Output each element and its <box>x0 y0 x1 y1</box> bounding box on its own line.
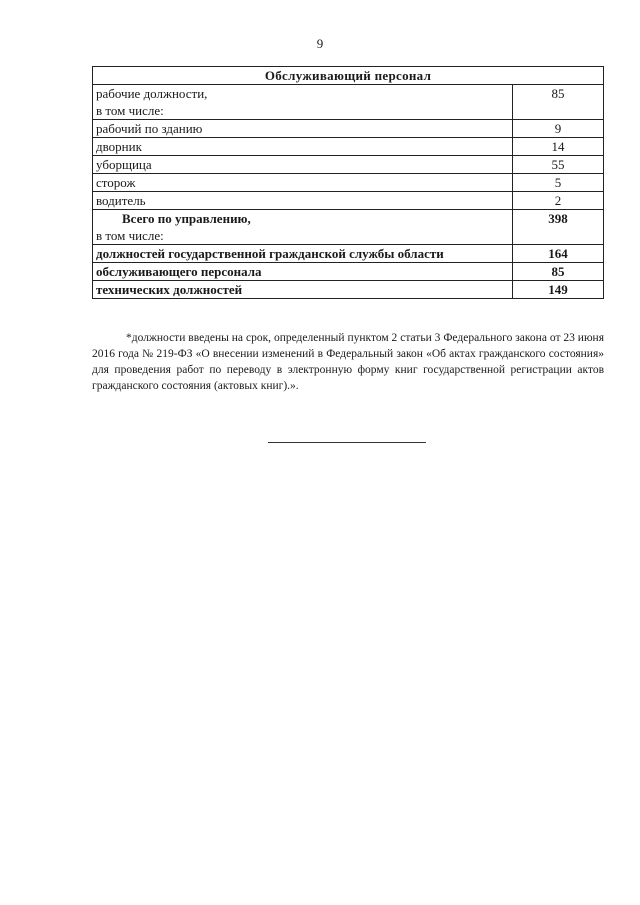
table-row <box>93 174 604 192</box>
breakdown-label: должностей государственной гражданской службы области <box>93 245 513 263</box>
table-row <box>93 281 604 299</box>
table-row-total <box>93 210 604 245</box>
item-label: дворник <box>93 138 513 156</box>
table-row <box>93 263 604 281</box>
total-value: 398 <box>513 210 604 245</box>
table-row <box>93 120 604 138</box>
item-value: 9 <box>513 120 604 138</box>
item-value: 2 <box>513 192 604 210</box>
footnote: *должности введены на срок, определенный пунктом 2 статьи 3 Федерального закона от 23 июня 2016 года № 219-ФЗ «О внесении изменений в Федеральный закон «Об актах гражданского состояния» для проведения работ по переводу в электронную форму книг государственной регистрации актов гражданского состояния (актовых книг).». <box>92 331 604 392</box>
item-value: 14 <box>513 138 604 156</box>
item-label: уборщица <box>93 156 513 174</box>
item-value: 55 <box>513 156 604 174</box>
breakdown-label: обслуживающего персонала <box>93 263 513 281</box>
worker-positions-label-line2: в том числе: <box>96 103 164 118</box>
breakdown-value: 164 <box>513 245 604 263</box>
item-label: рабочий по зданию <box>93 120 513 138</box>
table-row <box>93 138 604 156</box>
total-label-line1: Всего по управлению, <box>122 211 251 226</box>
section-title: Обслуживающий персонал <box>93 67 604 85</box>
item-value: 5 <box>513 174 604 192</box>
item-label: сторож <box>93 174 513 192</box>
worker-positions-label-line1: рабочие должности, <box>96 86 208 101</box>
end-divider <box>268 442 426 443</box>
worker-positions-value: 85 <box>513 85 604 120</box>
staff-table <box>92 66 604 299</box>
worker-positions-label <box>93 85 513 120</box>
total-label-line2: в том числе: <box>96 228 164 243</box>
table-row <box>93 85 604 120</box>
breakdown-value: 149 <box>513 281 604 299</box>
table-row <box>93 192 604 210</box>
breakdown-value: 85 <box>513 263 604 281</box>
table-header-row <box>93 67 604 85</box>
breakdown-label: технических должностей <box>93 281 513 299</box>
table-row <box>93 156 604 174</box>
page-number: 9 <box>316 36 324 51</box>
table-row <box>93 245 604 263</box>
total-label <box>93 210 513 245</box>
item-label: водитель <box>93 192 513 210</box>
